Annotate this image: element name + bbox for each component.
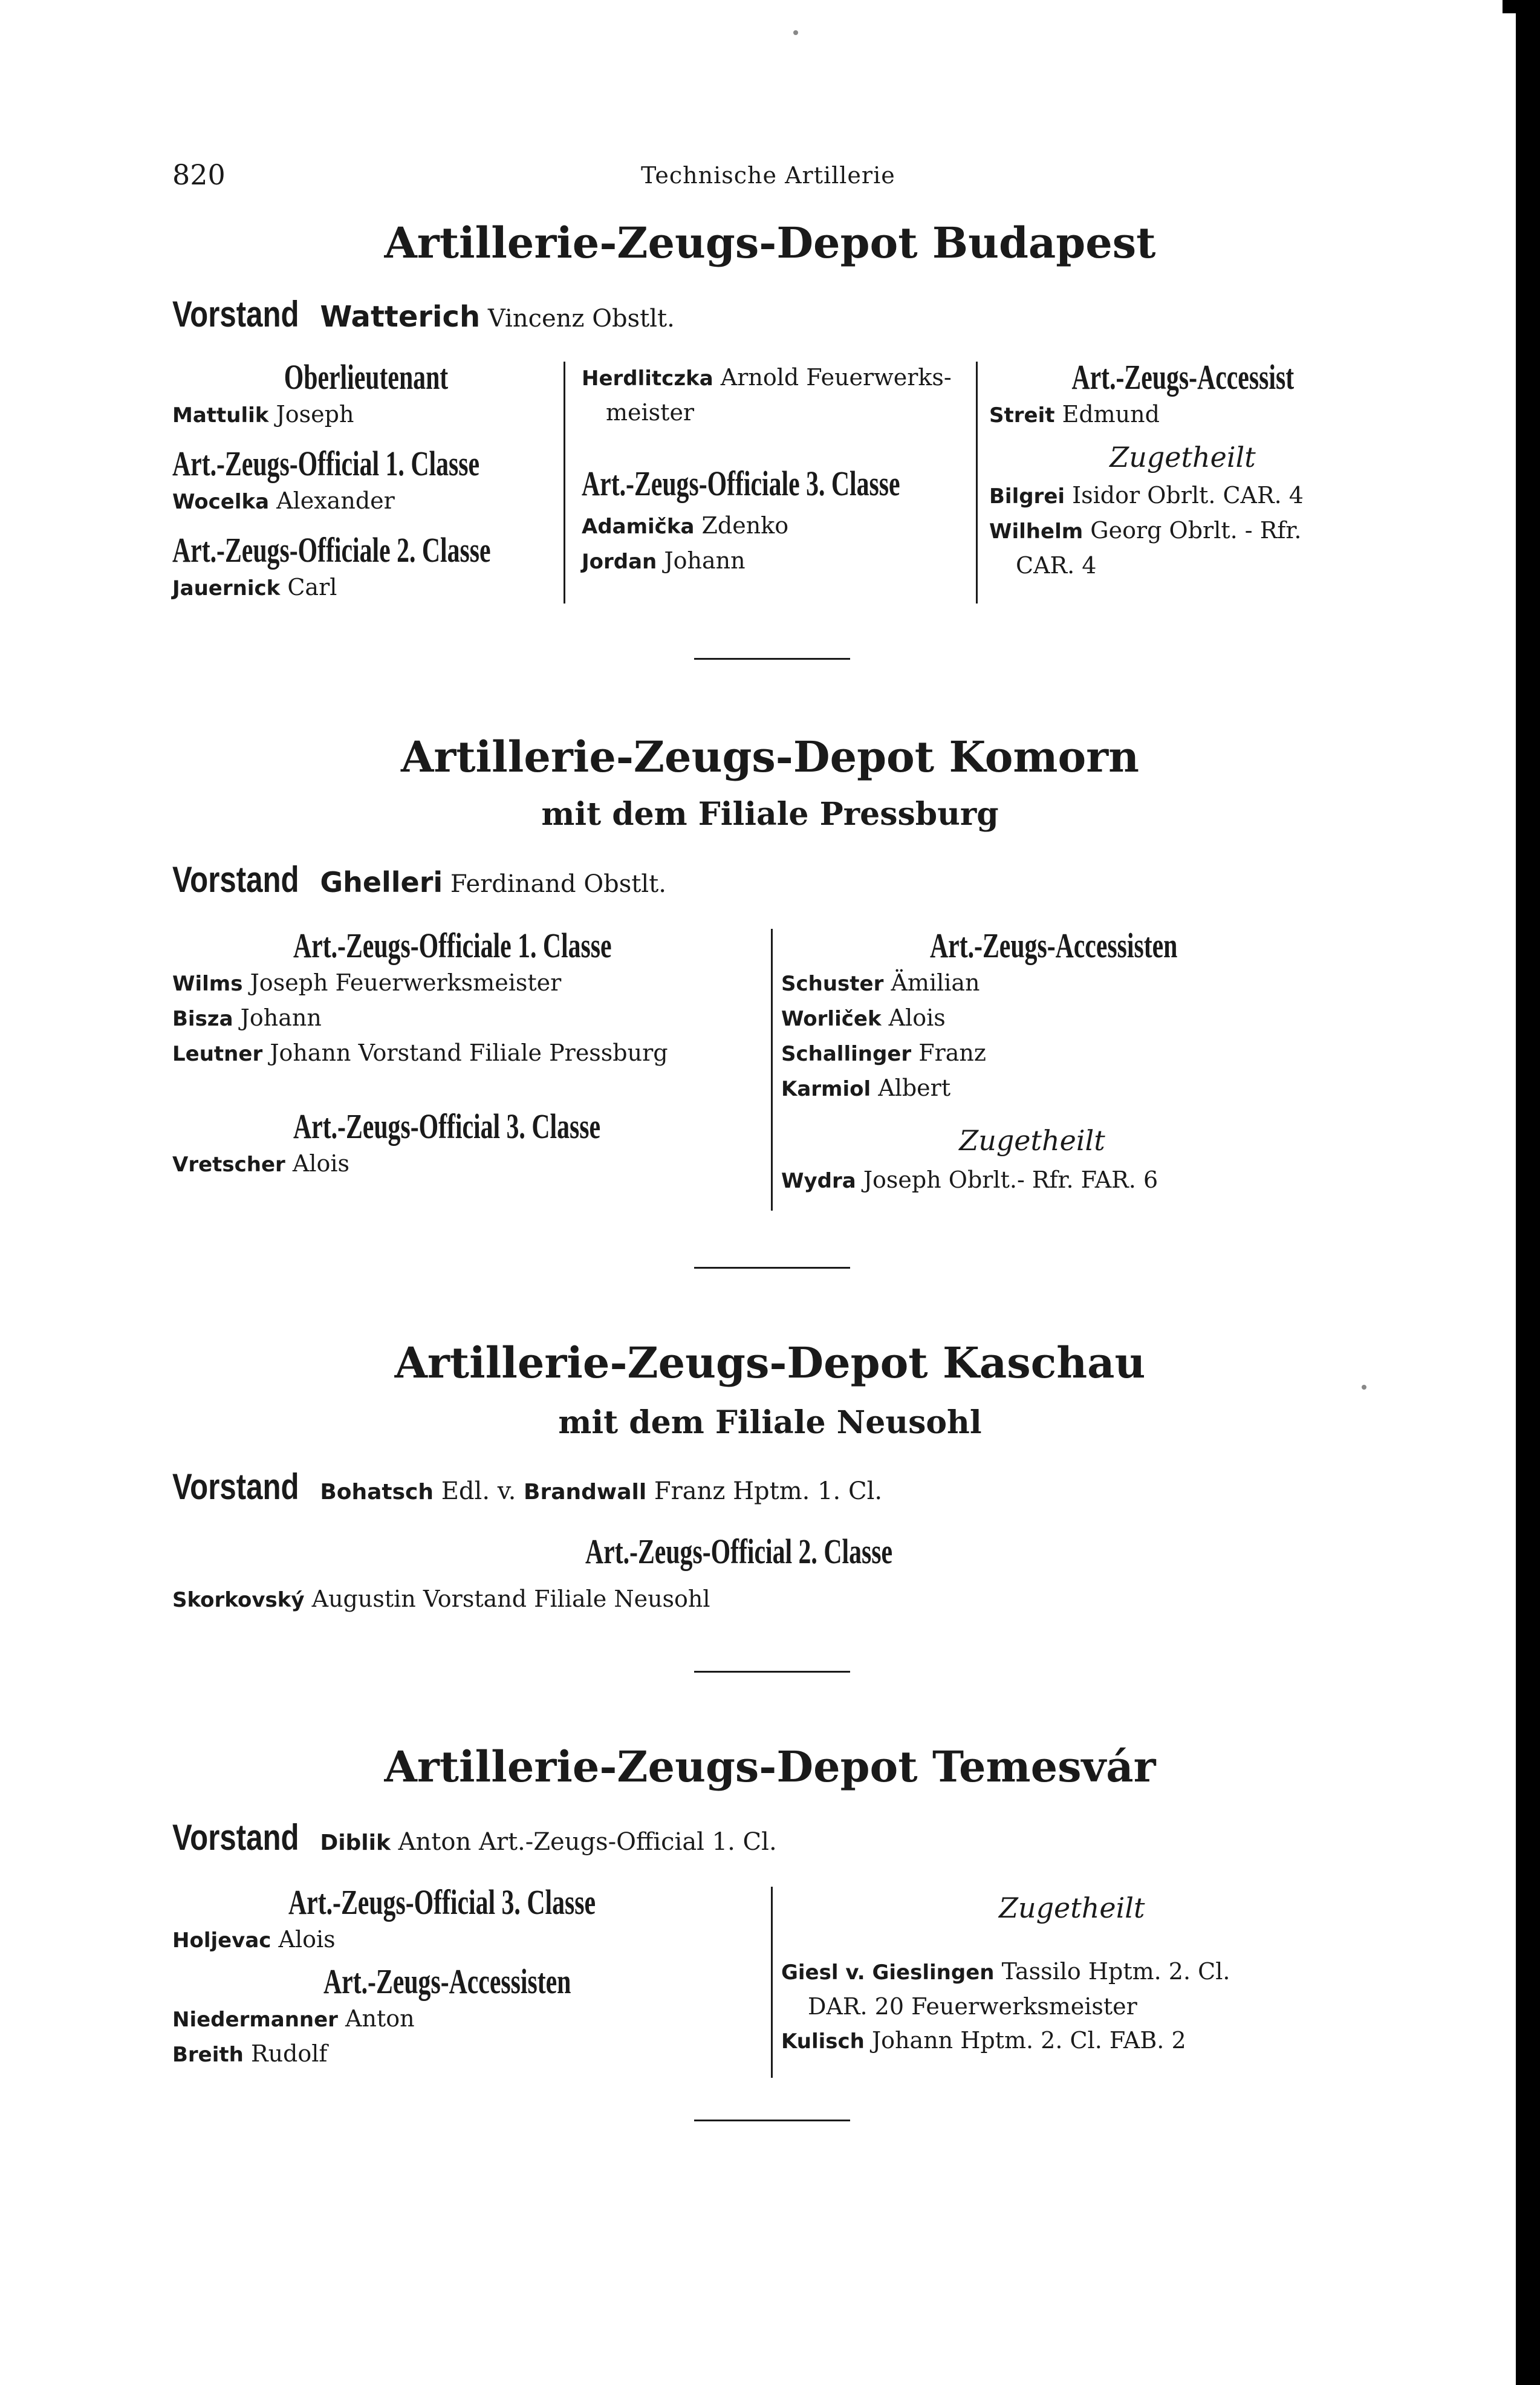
- section-subtitle-komorn: mit dem Filiale Pressburg: [541, 796, 999, 833]
- list-item: Wydra Joseph Obrlt.- Rfr. FAR. 6: [781, 1166, 1158, 1193]
- komorn-col-left: [172, 925, 753, 1182]
- list-item: Kulisch Johann Hptm. 2. Cl. FAB. 2: [781, 2027, 1186, 2054]
- list-item: Schallinger Franz: [781, 1040, 986, 1066]
- vorstand-budapest: [172, 293, 675, 335]
- budapest-col-2: [582, 360, 969, 579]
- running-title: Technische Artillerie: [641, 162, 895, 189]
- list-item: Jordan Johann: [582, 547, 746, 574]
- list-item: Wocelka Alexander: [172, 487, 395, 514]
- list-item: Jauernick Carl: [172, 574, 337, 600]
- scan-border: [1516, 0, 1540, 2385]
- vorstand-label: Vorstand: [172, 859, 299, 900]
- column-heading: Art.-Zeugs-Accessist: [1071, 357, 1294, 397]
- vorstand-name: Ghelleri: [320, 866, 443, 899]
- vorstand-name-2: Brandwall: [524, 1480, 647, 1505]
- budapest-col-1: [172, 357, 559, 605]
- list-item: Wilhelm Georg Obrlt. - Rfr.: [989, 517, 1302, 544]
- list-item: Vretscher Alois: [172, 1150, 350, 1177]
- vorstand-komorn: [172, 859, 666, 900]
- list-item: Giesl v. Gieslingen Tassilo Hptm. 2. Cl.: [781, 1958, 1230, 1985]
- temesvar-col-right: [781, 1892, 1325, 2058]
- column-heading: Art.-Zeugs-Officiale 3. Classe: [582, 464, 900, 503]
- list-item: Wilms Joseph Feuerwerksmeister: [172, 969, 562, 996]
- vorstand-label: Vorstand: [172, 1817, 299, 1858]
- budapest-col-3: [989, 357, 1376, 582]
- list-item-continued: meister: [606, 399, 695, 426]
- list-item: Karmiol Albert: [781, 1075, 951, 1101]
- section-divider: [694, 658, 850, 660]
- column-rule: [564, 362, 565, 604]
- temesvar-col-left: [172, 1882, 753, 2072]
- section-title-kaschau: Artillerie-Zeugs-Depot Kaschau: [394, 1338, 1146, 1388]
- list-item: Herdlitczka Arnold Feuerwerks-: [582, 364, 952, 391]
- zugetheilt-heading: Zugetheilt: [1110, 441, 1256, 473]
- list-item: Adamička Zdenko: [582, 512, 789, 539]
- scan-speck: [793, 30, 798, 35]
- vorstand-name: Watterich: [320, 300, 481, 334]
- column-heading: Art.-Zeugs-Official 3. Classe: [288, 1882, 596, 1922]
- column-heading: Art.-Zeugs-Official 3. Classe: [293, 1107, 600, 1146]
- komorn-col-right: [781, 925, 1241, 1198]
- column-heading: Art.-Zeugs-Official 2. Classe: [585, 1532, 892, 1571]
- page-number: 820: [172, 158, 226, 191]
- zugetheilt-heading: Zugetheilt: [959, 1124, 1105, 1157]
- vorstand-rest: Ferdinand Obstlt.: [450, 870, 666, 898]
- section-divider: [694, 1267, 850, 1269]
- vorstand-mid: Edl. v.: [441, 1477, 516, 1505]
- column-heading: Art.-Zeugs-Official 1. Classe: [172, 444, 479, 483]
- section-subtitle-kaschau: mit dem Filiale Neusohl: [558, 1404, 982, 1441]
- vorstand-label: Vorstand: [172, 1466, 299, 1507]
- list-item: Mattulik Joseph: [172, 401, 354, 428]
- list-item: Worliček Alois: [781, 1004, 946, 1031]
- vorstand-rest: Franz Hptm. 1. Cl.: [654, 1477, 883, 1505]
- section-title-temesvar: Artillerie-Zeugs-Depot Temesvár: [384, 1742, 1156, 1792]
- list-item: Niedermanner Anton: [172, 2005, 415, 2032]
- section-title-komorn: Artillerie-Zeugs-Depot Komorn: [401, 732, 1139, 782]
- column-heading: Art.-Zeugs-Accessisten: [323, 1962, 571, 2001]
- section-divider: [694, 2120, 850, 2121]
- section-divider: [694, 1671, 850, 1673]
- scan-border-corner: [1503, 0, 1516, 13]
- column-heading: Art.-Zeugs-Officiale 1. Classe: [293, 926, 612, 965]
- vorstand-name: Bohatsch: [320, 1480, 434, 1505]
- list-item: Holjevac Alois: [172, 1926, 336, 1953]
- list-item-continued: CAR. 4: [1016, 552, 1097, 579]
- list-item-continued: DAR. 20 Feuerwerksmeister: [808, 1993, 1137, 2020]
- vorstand-name: Diblik: [320, 1830, 391, 1855]
- list-item: Bisza Johann: [172, 1004, 322, 1031]
- vorstand-label: Vorstand: [172, 294, 299, 334]
- vorstand-rest: Anton Art.-Zeugs-Official 1. Cl.: [398, 1828, 777, 1856]
- section-title-budapest: Artillerie-Zeugs-Depot Budapest: [384, 218, 1156, 268]
- column-rule: [771, 1887, 773, 2078]
- vorstand-kaschau: [172, 1466, 882, 1508]
- zugetheilt-heading: Zugetheilt: [999, 1892, 1145, 1924]
- list-item: Bilgrei Isidor Obrlt. CAR. 4: [989, 482, 1304, 509]
- column-heading: Art.-Zeugs-Officiale 2. Classe: [172, 530, 491, 570]
- column-rule: [976, 362, 978, 604]
- list-item: Skorkovský Augustin Vorstand Filiale Neusohl: [172, 1586, 710, 1612]
- list-item: Breith Rudolf: [172, 2040, 328, 2067]
- vorstand-temesvar: [172, 1817, 777, 1858]
- list-item: Leutner Johann Vorstand Filiale Pressburg: [172, 1040, 668, 1066]
- list-item: Schuster Ämilian: [781, 969, 980, 996]
- column-heading: Art.-Zeugs-Accessisten: [930, 926, 1178, 965]
- vorstand-rest: Vincenz Obstlt.: [487, 305, 675, 333]
- list-item: Streit Edmund: [989, 401, 1160, 428]
- column-heading: Oberlieutenant: [284, 357, 448, 397]
- column-rule: [771, 929, 773, 1211]
